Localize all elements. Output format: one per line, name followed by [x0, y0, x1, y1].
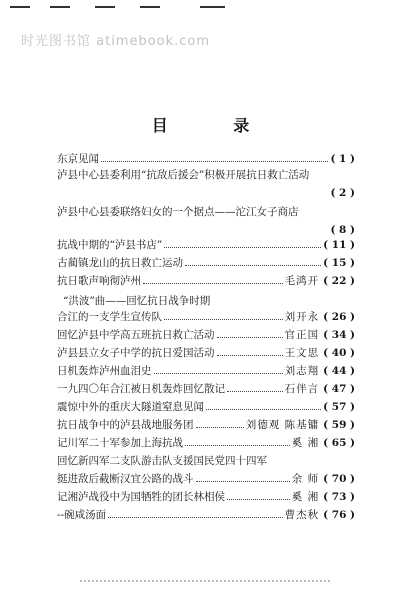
dot-leader [154, 364, 283, 374]
toc-entry [57, 328, 355, 342]
toc-entry-author: 刘开永 [284, 311, 320, 323]
toc-entry-author: 曹杰秋 [284, 509, 320, 521]
toc-entry-page: ( 47 ) [323, 383, 355, 395]
toc-entry-title: “洪波”曲——回忆抗日战争时期 [63, 295, 211, 307]
toc-entry-title: 合江的一支学生宣传队 [57, 311, 162, 323]
toc-entry-title: 日机轰炸泸州血泪史 [57, 365, 152, 377]
dot-leader [108, 508, 283, 518]
toc-entry-author: 刘德观 陈基镛 [245, 419, 320, 431]
toc-entry-author: 奚 湘 [291, 437, 320, 449]
toc-entry [57, 274, 355, 288]
toc-entry-page: ( 1 ) [330, 153, 355, 165]
dot-leader [164, 310, 283, 320]
toc-entry-author: 王文思 [284, 347, 320, 359]
page-title: 目 录 [151, 116, 280, 135]
toc-entry-author: 刘志翔 [284, 365, 320, 377]
dot-leader [206, 400, 321, 410]
toc-entry-title: 回忆新四军二支队游击队支援国民党四十四军 [57, 455, 267, 467]
toc-entry-author: 奚 湘 [291, 491, 320, 503]
toc-entry-title: 抗日歌声响彻泸州 [57, 275, 141, 287]
dot-leader [164, 238, 321, 248]
dot-leader [217, 328, 283, 338]
top-rule-mark [50, 6, 70, 8]
toc-entry-title: 记川军二十军参加上海抗战 [57, 437, 183, 449]
toc-entry [57, 490, 355, 504]
top-rule-mark [95, 6, 115, 8]
toc-entry [57, 292, 355, 308]
toc-entry-page: ( 11 ) [323, 239, 355, 251]
toc-entry [57, 152, 355, 166]
toc-entry-title: 泸县中心县委联络妇女的一个据点——沱江女子商店 [57, 206, 299, 218]
toc-entry [57, 256, 355, 270]
toc-entry-page: ( 40 ) [323, 347, 355, 359]
toc-entry [57, 472, 355, 486]
toc-entry-page: ( 8 ) [330, 224, 355, 236]
dot-leader [143, 274, 283, 284]
dot-leader [227, 490, 290, 500]
toc-entry-title: 泸县县立女子中学的抗日爱国活动 [57, 347, 215, 359]
toc-entry-page: ( 65 ) [323, 437, 355, 449]
scan-noise [80, 578, 330, 582]
dot-leader [185, 256, 321, 266]
toc-entry [57, 310, 355, 324]
toc-entry-page: ( 26 ) [323, 311, 355, 323]
toc-entry-author: 毛鸿开 [284, 275, 320, 287]
toc-entry-page: ( 59 ) [323, 419, 355, 431]
dot-leader [227, 382, 283, 392]
dot-leader [101, 152, 328, 162]
toc-entry-title: 一九四〇年合江被日机轰炸回忆散记 [57, 383, 225, 395]
toc-entry-page: ( 57 ) [323, 401, 355, 413]
watermark: 时光图书馆 atimebook.com [21, 34, 211, 49]
toc-entry-page: ( 2 ) [330, 187, 355, 199]
toc-entry-page: ( 22 ) [323, 275, 355, 287]
dot-leader [217, 346, 283, 356]
toc-entry-author: 官正国 [284, 329, 320, 341]
toc-entry [57, 238, 355, 252]
top-rule-mark [10, 6, 30, 8]
toc-entry-page: ( 44 ) [323, 365, 355, 377]
toc-entry [57, 346, 355, 360]
toc-entry-title: 东京见闻 [57, 153, 99, 165]
toc-entry-page: ( 76 ) [323, 509, 355, 521]
toc-entry [57, 168, 355, 200]
dot-leader [196, 418, 244, 428]
toc-entry-title: 古蔺镇龙山的抗日救亡运动 [57, 257, 183, 269]
toc-entry-page: ( 15 ) [323, 257, 355, 269]
toc-entry-title: 记湘泸战役中为国牺牲的团长林相侯 [57, 491, 225, 503]
dot-leader [185, 436, 290, 446]
toc-entry [57, 400, 355, 414]
toc-entry-title: 挺进敌后截断汉宜公路的战斗 [57, 473, 194, 485]
toc-entry-page: ( 73 ) [323, 491, 355, 503]
toc-entry [57, 454, 355, 468]
toc-entry-page: ( 70 ) [323, 473, 355, 485]
toc-entry-title: 泸县中心县委利用“抗敌后援会”积极开展抗日救亡活动 [57, 169, 310, 181]
toc-entry [57, 364, 355, 378]
top-rule-mark [140, 6, 160, 8]
toc-entry-author: 石伴言 [284, 383, 320, 395]
top-rule-mark [200, 6, 225, 8]
toc-entry-title: 抗战中期的“泸县书店” [57, 239, 163, 251]
toc-entry-title: 震惊中外的重庆大隧道窒息见闻 [57, 401, 204, 413]
toc-entry-title: 回忆泸县中学高五班抗日救亡活动 [57, 329, 215, 341]
toc-entry [57, 205, 355, 237]
toc-entry [57, 508, 355, 522]
toc-entry [57, 382, 355, 396]
toc-entry-title: --碗咸汤面 [57, 509, 107, 521]
toc-entry-page: ( 34 ) [323, 329, 355, 341]
toc-entry-title: 抗日战争中的泸县战地服务团 [57, 419, 194, 431]
toc-entry [57, 436, 355, 450]
toc-entry [57, 418, 355, 432]
toc-entry-author: 余 师 [291, 473, 320, 485]
dot-leader [196, 472, 290, 482]
